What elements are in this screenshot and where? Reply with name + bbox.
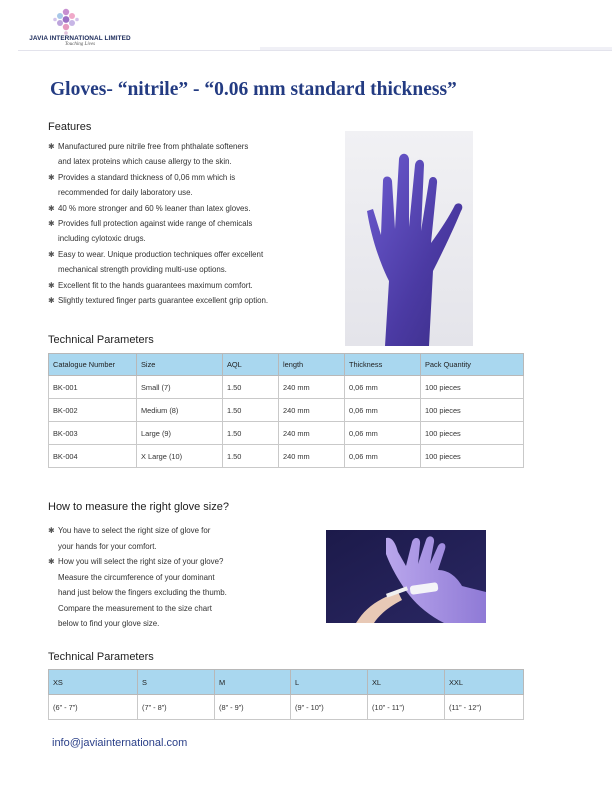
measure-item-cont: Measure the circumference of your dominant	[58, 572, 215, 582]
asterisk-bullet-icon: ✱	[48, 296, 55, 306]
feature-item: ✱ Provides full protection against wide range of chemicals	[48, 216, 338, 231]
page-title: Gloves- “nitrile” - “0.06 mm standard thickness”	[50, 79, 457, 100]
column-header: Thickness	[345, 354, 421, 376]
table-cell: 100 pieces	[421, 376, 524, 399]
measure-item-cont: your hands for your comfort.	[58, 541, 157, 551]
table-cell: Large (9)	[137, 422, 223, 445]
table-cell: 240 mm	[279, 399, 345, 422]
header-rule	[18, 50, 612, 51]
table-cell: (11” - 12”)	[445, 695, 524, 720]
table-cell: 240 mm	[279, 376, 345, 399]
company-tagline: Touching Lives	[64, 42, 96, 47]
size-chart-table	[48, 669, 524, 720]
table-cell: 0,06 mm	[345, 376, 421, 399]
contact-email[interactable]: info@javiainternational.com	[52, 737, 188, 749]
measure-list	[48, 523, 298, 632]
table-cell: 240 mm	[279, 445, 345, 468]
table-cell: BK-001	[49, 376, 137, 399]
feature-item: ✱ Excellent fit to the hands guarantees maximum comfort.	[48, 278, 338, 293]
table-row	[49, 399, 524, 422]
table-row	[49, 422, 524, 445]
feature-item-cont: recommended for daily laboratory use.	[58, 188, 193, 198]
asterisk-bullet-icon: ✱	[48, 172, 55, 182]
column-header: XL	[368, 670, 445, 695]
catalogue-table	[48, 353, 524, 468]
table-cell: BK-002	[49, 399, 137, 422]
table-cell: 0,06 mm	[345, 445, 421, 468]
table-cell: Small (7)	[137, 376, 223, 399]
table-cell: 1.50	[223, 445, 279, 468]
table-cell: (10” - 11”)	[368, 695, 445, 720]
feature-item: ✱ 40 % more stronger and 60 % leaner than latex gloves.	[48, 201, 338, 216]
flower-logo-icon	[53, 9, 79, 35]
table-cell: 240 mm	[279, 422, 345, 445]
company-name: JAVIA INTERNATIONAL LIMITED	[29, 35, 131, 42]
column-header: L	[291, 670, 368, 695]
column-header: XS	[49, 670, 138, 695]
feature-item: ✱ Easy to wear. Unique production techniques offer excellent	[48, 247, 338, 262]
feature-item: ✱ Slightly textured finger parts guarantee excellent grip option.	[48, 293, 338, 308]
purple-glove-image	[345, 131, 473, 346]
table-cell: 100 pieces	[421, 422, 524, 445]
asterisk-bullet-icon: ✱	[48, 203, 55, 213]
table-cell: BK-004	[49, 445, 137, 468]
glove-measuring-image	[326, 530, 486, 623]
asterisk-bullet-icon: ✱	[48, 526, 55, 535]
feature-item: ✱ Provides a standard thickness of 0,06 mm which is	[48, 170, 338, 185]
company-logo	[48, 6, 84, 38]
table-cell: BK-003	[49, 422, 137, 445]
size-params-heading: Technical Parameters	[48, 651, 154, 663]
column-header: Catalogue Number	[49, 354, 137, 376]
features-heading: Features	[48, 121, 92, 133]
table-cell: 0,06 mm	[345, 399, 421, 422]
table-cell: X Large (10)	[137, 445, 223, 468]
measure-item-cont: below to find your glove size.	[58, 619, 160, 628]
table-cell: 100 pieces	[421, 445, 524, 468]
feature-item: ✱ Manufactured pure nitrile free from phthalate softeners	[48, 139, 338, 154]
measure-item: ✱ How you will select the right size of your glove?	[48, 554, 298, 570]
table-row	[49, 445, 524, 468]
table-header-row	[49, 354, 524, 376]
feature-item-cont: and latex proteins which cause allergy to the skin.	[58, 157, 232, 167]
measure-item-cont: hand just below the fingers excluding the thumb.	[58, 588, 227, 597]
table-row	[49, 376, 524, 399]
measure-item-cont: Compare the measurement to the size chart	[58, 603, 212, 613]
table-cell: (8” - 9”)	[215, 695, 291, 720]
table-cell: (6” - 7”)	[49, 695, 138, 720]
feature-item-cont: mechanical strength providing multi-use options.	[58, 265, 227, 275]
column-header: Size	[137, 354, 223, 376]
table-cell: (9” - 10”)	[291, 695, 368, 720]
asterisk-bullet-icon: ✱	[48, 280, 55, 290]
table-cell: (7” - 8”)	[138, 695, 215, 720]
asterisk-bullet-icon: ✱	[48, 142, 55, 151]
column-header: S	[138, 670, 215, 695]
table-cell: 1.50	[223, 422, 279, 445]
table-row	[49, 695, 524, 720]
tech-params-heading: Technical Parameters	[48, 334, 154, 346]
measure-item: ✱ You have to select the right size of glove for	[48, 523, 298, 539]
table-cell: 1.50	[223, 399, 279, 422]
table-cell: 0,06 mm	[345, 422, 421, 445]
column-header: M	[215, 670, 291, 695]
column-header: AQL	[223, 354, 279, 376]
table-cell: Medium (8)	[137, 399, 223, 422]
column-header: XXL	[445, 670, 524, 695]
measure-heading: How to measure the right glove size?	[48, 501, 229, 513]
feature-item-cont: including cylotoxic drugs.	[58, 234, 146, 244]
asterisk-bullet-icon: ✱	[48, 249, 55, 259]
column-header: Pack Quantity	[421, 354, 524, 376]
table-cell: 100 pieces	[421, 399, 524, 422]
table-header-row	[49, 670, 524, 695]
asterisk-bullet-icon: ✱	[48, 219, 55, 229]
column-header: length	[279, 354, 345, 376]
asterisk-bullet-icon: ✱	[48, 557, 55, 566]
features-list	[48, 139, 338, 308]
table-cell: 1.50	[223, 376, 279, 399]
